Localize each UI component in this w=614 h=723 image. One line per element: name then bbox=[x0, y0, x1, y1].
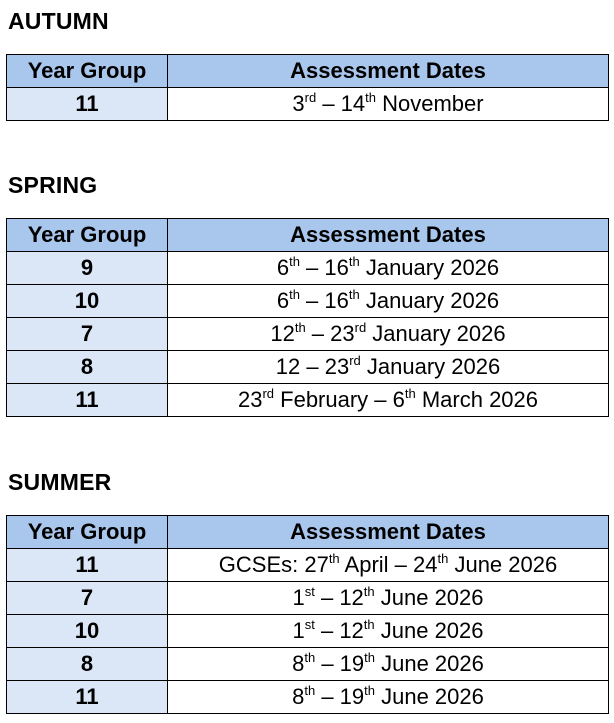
year-cell: 11 bbox=[7, 88, 168, 121]
ordinal-suffix: rd bbox=[354, 320, 367, 335]
table-header-row bbox=[7, 55, 609, 88]
schedule-table-summer bbox=[6, 515, 609, 714]
ordinal-suffix: th bbox=[304, 650, 316, 665]
table-row bbox=[7, 681, 609, 714]
ordinal-suffix: th bbox=[363, 617, 375, 632]
section-title-spring: SPRING bbox=[8, 172, 98, 198]
dates-cell: 12th – 23rd January 2026 bbox=[168, 318, 609, 351]
dates-cell: 23rd February – 6th March 2026 bbox=[168, 384, 609, 417]
year-group-header: Year Group bbox=[7, 219, 168, 252]
section-title-autumn: AUTUMN bbox=[8, 8, 109, 34]
ordinal-suffix: th bbox=[364, 683, 375, 698]
schedule-table-autumn bbox=[6, 54, 609, 121]
year-group-header: Year Group bbox=[7, 516, 168, 549]
ordinal-suffix: th bbox=[365, 90, 376, 105]
table-row bbox=[7, 252, 609, 285]
dates-cell: GCSEs: 27th April – 24th June 2026 bbox=[168, 549, 609, 582]
dates-cell: 6th – 16th January 2026 bbox=[168, 252, 609, 285]
ordinal-suffix: th bbox=[304, 683, 316, 698]
ordinal-suffix: th bbox=[294, 320, 306, 335]
table-row bbox=[7, 351, 609, 384]
dates-cell: 1st – 12th June 2026 bbox=[168, 615, 609, 648]
dates-cell: 8th – 19th June 2026 bbox=[168, 681, 609, 714]
dates-cell: 12 – 23rd January 2026 bbox=[168, 351, 609, 384]
ordinal-suffix: rd bbox=[349, 353, 361, 368]
dates-cell: 6th – 16th January 2026 bbox=[168, 285, 609, 318]
schedule-table-spring bbox=[6, 218, 609, 417]
year-cell: 8 bbox=[7, 648, 168, 681]
table-header-row bbox=[7, 516, 609, 549]
table-row bbox=[7, 549, 609, 582]
section-title-summer: SUMMER bbox=[8, 469, 112, 495]
year-cell: 7 bbox=[7, 582, 168, 615]
year-cell: 11 bbox=[7, 384, 168, 417]
year-cell: 11 bbox=[7, 549, 168, 582]
ordinal-suffix: th bbox=[348, 287, 360, 302]
year-cell: 11 bbox=[7, 681, 168, 714]
year-cell: 7 bbox=[7, 318, 168, 351]
table-row bbox=[7, 648, 609, 681]
ordinal-suffix: rd bbox=[304, 90, 317, 105]
dates-cell: 1st – 12th June 2026 bbox=[168, 582, 609, 615]
table-row bbox=[7, 615, 609, 648]
table-row bbox=[7, 88, 609, 121]
ordinal-suffix: th bbox=[348, 254, 360, 269]
assessment-dates-header: Assessment Dates bbox=[168, 219, 609, 252]
assessment-dates-header: Assessment Dates bbox=[168, 55, 609, 88]
ordinal-suffix: th bbox=[437, 551, 449, 566]
ordinal-suffix: th bbox=[289, 254, 300, 269]
table-row bbox=[7, 582, 609, 615]
table-header-row bbox=[7, 219, 609, 252]
ordinal-suffix: th bbox=[363, 584, 375, 599]
year-cell: 9 bbox=[7, 252, 168, 285]
ordinal-suffix: th bbox=[328, 551, 340, 566]
year-group-header: Year Group bbox=[7, 55, 168, 88]
year-cell: 8 bbox=[7, 351, 168, 384]
dates-cell: 3rd – 14th November bbox=[168, 88, 609, 121]
year-cell: 10 bbox=[7, 285, 168, 318]
ordinal-suffix: th bbox=[404, 386, 416, 401]
ordinal-suffix: st bbox=[304, 584, 315, 599]
table-row bbox=[7, 384, 609, 417]
year-cell: 10 bbox=[7, 615, 168, 648]
table-row bbox=[7, 285, 609, 318]
ordinal-suffix: rd bbox=[262, 386, 275, 401]
dates-cell: 8th – 19th June 2026 bbox=[168, 648, 609, 681]
ordinal-suffix: th bbox=[364, 650, 375, 665]
assessment-dates-header: Assessment Dates bbox=[168, 516, 609, 549]
table-row bbox=[7, 318, 609, 351]
ordinal-suffix: st bbox=[304, 617, 315, 632]
ordinal-suffix: th bbox=[289, 287, 300, 302]
